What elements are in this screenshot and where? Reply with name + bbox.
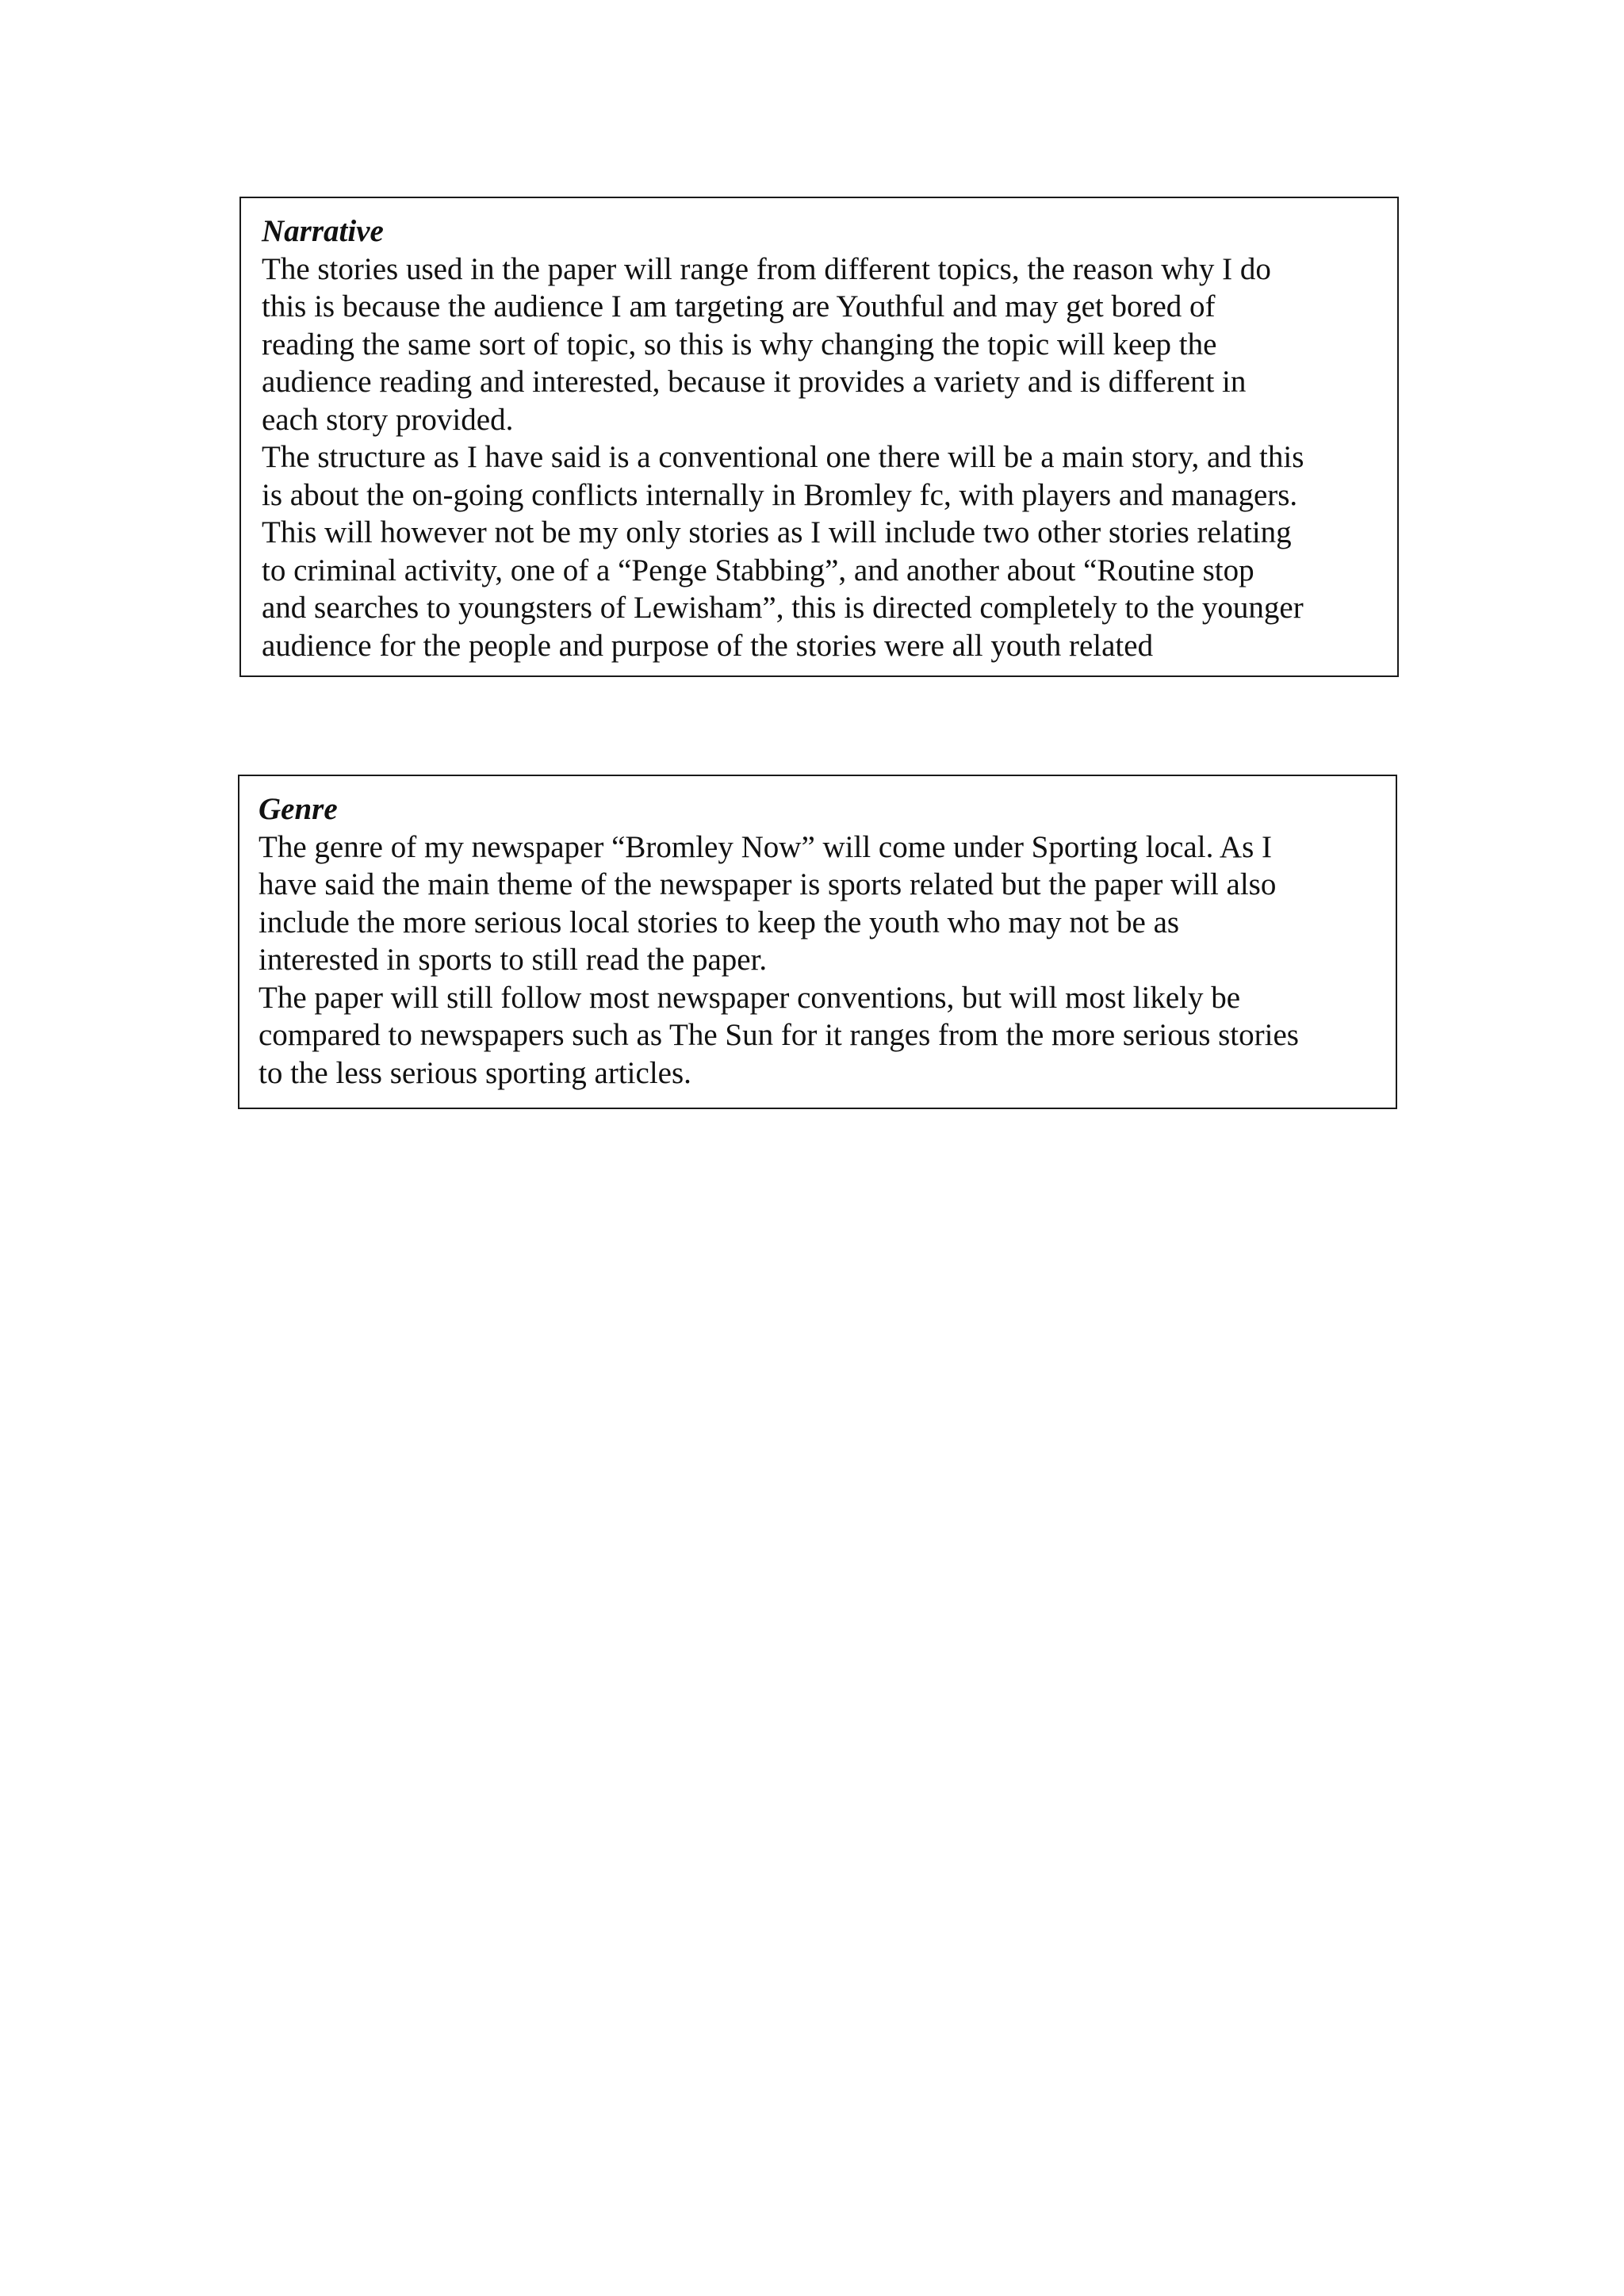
- narrative-line: audience reading and interested, because it provides a variety and is different in: [262, 365, 1247, 399]
- narrative-line: to criminal activity, one of a “Penge Stabbing”, and another about “Routine stop: [262, 553, 1254, 587]
- genre-line: interested in sports to still read the paper.: [259, 943, 768, 977]
- genre-line: to the less serious sporting articles.: [259, 1055, 691, 1090]
- narrative-line: reading the same sort of topic, so this is why changing the topic will keep the: [262, 327, 1217, 362]
- genre-line: include the more serious local stories to keep the youth who may not be as: [259, 905, 1180, 939]
- narrative-line: The structure as I have said is a conventional one there will be a main story, and this: [262, 440, 1304, 474]
- narrative-line: This will however not be my only stories as I will include two other stories relating: [262, 515, 1292, 549]
- narrative-heading: Narrative: [262, 214, 384, 248]
- genre-line: compared to newspapers such as The Sun for it ranges from the more serious stories: [259, 1018, 1299, 1052]
- narrative-line: The stories used in the paper will range from different topics, the reason why I do: [262, 251, 1271, 286]
- narrative-line: is about the on-going conflicts internally in Bromley fc, with players and managers.: [262, 477, 1298, 512]
- narrative-line: this is because the audience I am targeting are Youthful and may get bored of: [262, 289, 1216, 323]
- genre-line: have said the main theme of the newspaper is sports related but the paper will also: [259, 867, 1277, 901]
- genre-line: The paper will still follow most newspaper conventions, but will most likely be: [259, 980, 1241, 1015]
- narrative-line: and searches to youngsters of Lewisham”, this is directed completely to the younger: [262, 591, 1304, 625]
- narrative-section: [239, 197, 1399, 677]
- genre-section: [238, 775, 1397, 1109]
- genre-line: The genre of my newspaper “Bromley Now” will come under Sporting local. As I: [259, 829, 1272, 864]
- narrative-line: each story provided.: [262, 402, 514, 437]
- genre-heading: Genre: [259, 792, 338, 826]
- narrative-line: audience for the people and purpose of the stories were all youth related: [262, 628, 1154, 663]
